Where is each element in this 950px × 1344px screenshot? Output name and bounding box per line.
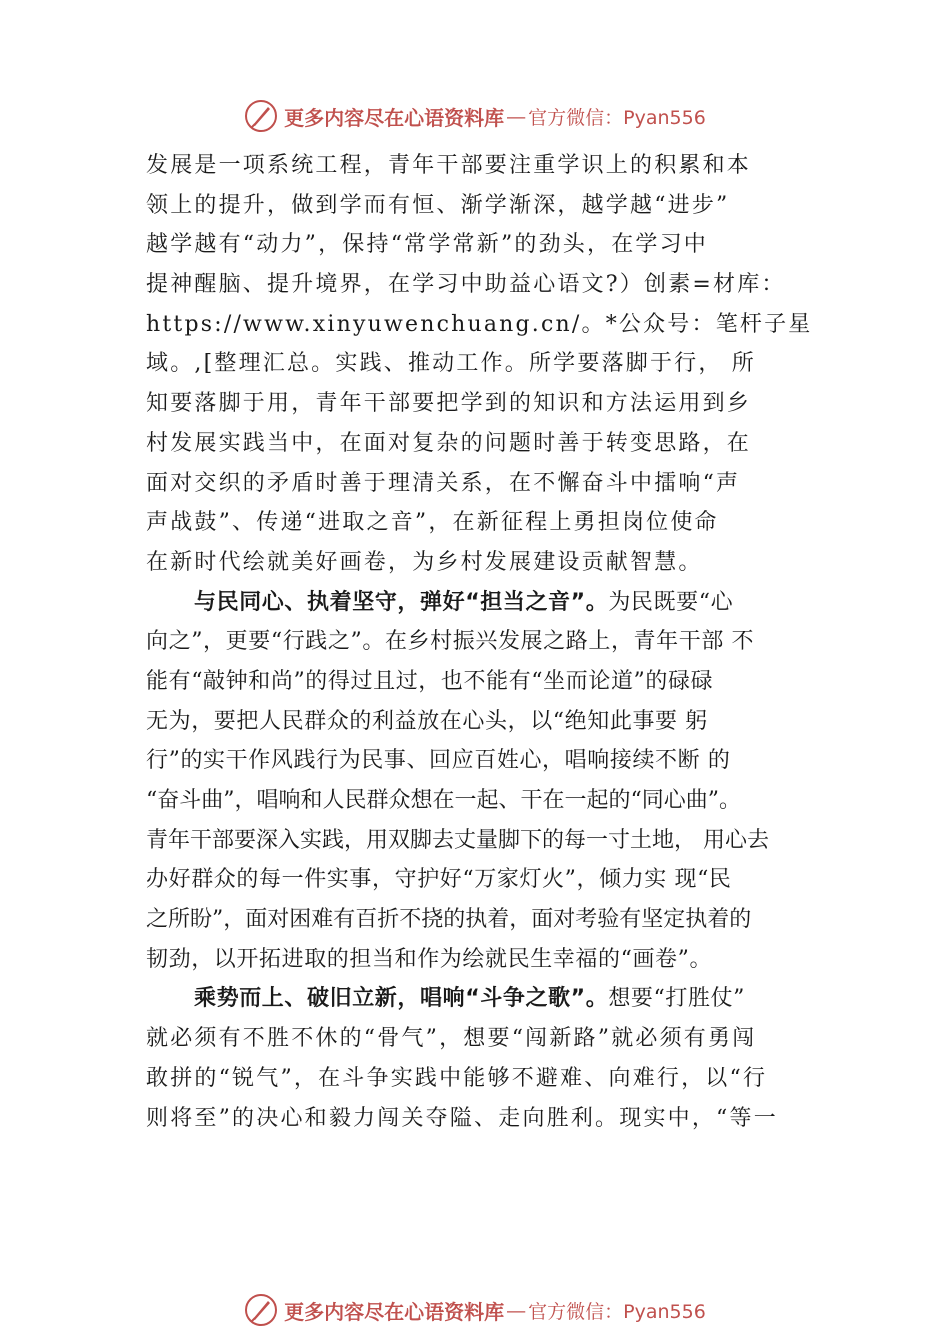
text-run: 为民既要“心 — [608, 589, 734, 615]
paragraph-first-line — [146, 979, 836, 1019]
text-line: 韧劲，以开拓进取的担当和作为绘就民生幸福的“画卷”。 — [146, 946, 713, 972]
text-line: 发展是一项系统工程，青年干部要注重学识上的积累和本 — [146, 153, 752, 178]
text-line: 办好群众的每一件实事，守护好“万家灯火”，倾力实 现“民 — [146, 867, 732, 893]
text-line: 提神醒脑、提升境界，在学习中助益心语文?）创素=材库： — [146, 272, 786, 298]
text-line: 声战鼓”、传递“进取之音”，在新征程上勇担岗位使命 — [146, 510, 719, 536]
document-body — [146, 146, 836, 1138]
text-line: “奋斗曲”，唱响和人民群众想在一起、干在一起的“同心曲”。 — [146, 788, 741, 813]
text-line: 村发展实践当中，在面对复杂的问题时善于转变思路，在 — [146, 430, 752, 456]
section-heading: 与民同心、执着坚守，弹好“担当之音”。 — [194, 589, 609, 615]
text-line: 敢拼的“锐气”，在斗争实践中能够不避难、向难行，以“行 — [146, 1065, 768, 1091]
header-watermark — [0, 96, 950, 136]
watermark-separator: — — [506, 1298, 527, 1322]
watermark-sub: 官方微信：Pyan556 — [528, 1300, 706, 1323]
text-line: 越学越有“动力”，保持“常学常新”的劲头，在学习中 — [146, 232, 708, 258]
text-line: 行”的实干作风践行为民事、回应百姓心，唱响接续不断 的 — [146, 748, 731, 774]
watermark-sub: 官方微信：Pyan556 — [528, 106, 706, 129]
text-line: 在新时代绘就美好画卷，为乡村发展建设贡献智慧。 — [146, 549, 703, 575]
text-line: 就必须有不胜不休的“骨气”，想要“闯新路”就必须有勇闯 — [146, 1026, 757, 1052]
section-heading: 乘势而上、破旧立新，唱响“斗争之歌”。 — [194, 986, 609, 1012]
watermark-main: 更多内容尽在心语资料库 — [284, 1299, 505, 1324]
quill-logo-icon — [244, 1293, 278, 1327]
watermark-main: 更多内容尽在心语资料库 — [284, 105, 505, 130]
text-line: 领上的提升，做到学而有恒、渐学渐深，越学越“进步” — [146, 192, 730, 218]
footer-watermark — [0, 1290, 950, 1330]
text-line: 能有“敲钟和尚”的得过且过，也不能有“坐而论道”的碌碌 — [146, 668, 714, 694]
text-line: 无为，要把人民群众的利益放在心头，以“绝知此事要 躬 — [146, 708, 708, 734]
text-line: 青年干部要深入实践，用双脚去丈量脚下的每一寸土地， 用心去 — [146, 827, 769, 853]
text-line: 之所盼”，面对困难有百折不挠的执着，面对考验有坚定执着的 — [146, 907, 752, 933]
text-line: 向之”，更要“行践之”。在乡村振兴发展之路上，青年干部 不 — [146, 629, 755, 655]
paragraph-first-line — [146, 583, 836, 623]
quill-logo-icon — [244, 99, 278, 133]
text-line: 面对交织的矛盾时善于理清关系，在不懈奋斗中擂响“声 — [146, 470, 741, 496]
text-run: 想要“打胜仗” — [608, 986, 746, 1012]
text-line: 则将至”的决心和毅力闯关夺隘、走向胜利。现实中，“等一 — [146, 1105, 778, 1131]
text-line: 知要落脚于用，青年干部要把学到的知识和方法运用到乡 — [146, 391, 752, 417]
watermark-separator: — — [506, 104, 527, 128]
text-line: https://www.xinyuwenchuang.cn/。*公众号：笔杆子星 — [146, 311, 813, 337]
text-line: 域。,[整理汇总。实践、推动工作。所学要落脚于行， 所 — [146, 351, 756, 377]
